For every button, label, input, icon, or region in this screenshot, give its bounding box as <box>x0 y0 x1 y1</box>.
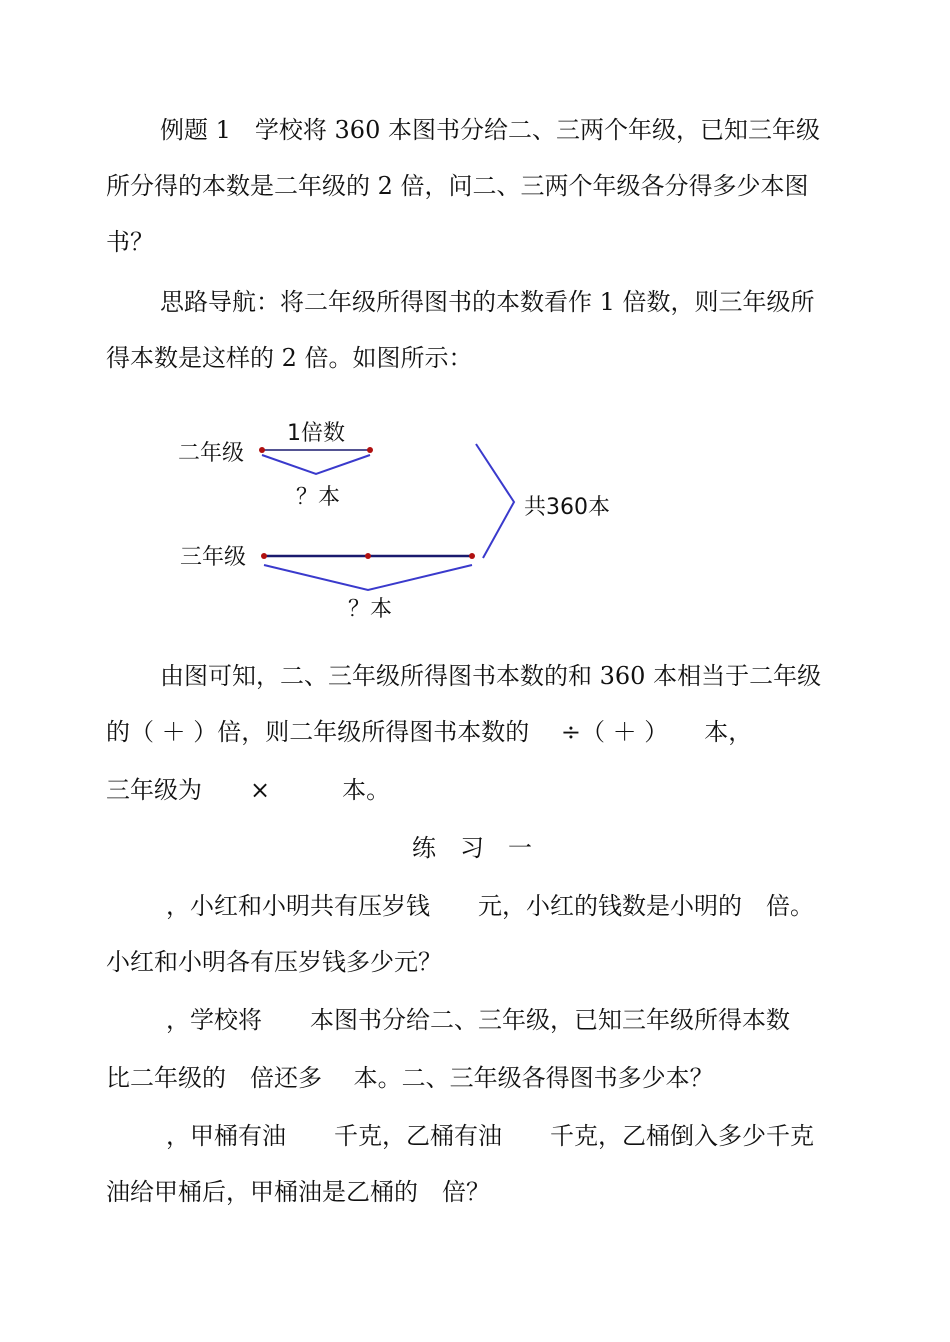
grade2-label: 二年级 <box>178 441 245 466</box>
grade3-dot-end <box>469 553 475 559</box>
exercise-2-line-2: 比二年级的 倍还多 本。二、三年级各得图书多少本？ <box>106 1064 714 1092</box>
grade3-label: 三年级 <box>180 545 247 570</box>
grade3-question-label: ？本 <box>348 597 393 622</box>
example-line-1: 例题 1 学校将 360 本图书分给二、三两个年级，已知三年级 <box>160 116 820 144</box>
exercise-3-line-2: 油给甲桶后，甲桶油是乙桶的 倍？ <box>106 1178 490 1206</box>
exercise-2-line-1: ，学校将 本图书分给二、三年级，已知三年级所得本数 <box>166 1006 790 1034</box>
explanation-line-2: 的（ ＋ ）倍，则二年级所得图书本数的 ÷（ ＋ ） 本， <box>106 718 753 746</box>
grade2-question-label: ？本 <box>296 485 341 510</box>
total-brace <box>476 444 514 558</box>
grade2-brace <box>262 455 370 474</box>
one-times-label: 1倍数 <box>287 421 345 446</box>
total-label: 共360本 <box>524 495 610 520</box>
grade2-dot-start <box>259 447 265 453</box>
grade3-brace <box>264 565 472 590</box>
example-line-2: 所分得的本数是二年级的 2 倍，问二、三两个年级各分得多少本图 <box>106 172 809 200</box>
exercise-1-line-1: ，小红和小明共有压岁钱 元，小红的钱数是小明的 倍。 <box>166 892 814 920</box>
explanation-line-1: 由图可知，二、三年级所得图书本数的和 360 本相当于二年级 <box>160 662 822 690</box>
exercise-1-line-2: 小红和小明各有压岁钱多少元？ <box>106 948 442 976</box>
explanation-line-3: 三年级为 × 本。 <box>106 776 391 804</box>
exercise-title: 练 习 一 <box>412 834 532 862</box>
hint-line-1: 思路导航：将二年级所得图书的本数看作 1 倍数，则三年级所 <box>160 288 815 316</box>
hint-line-2: 得本数是这样的 2 倍。如图所示： <box>106 344 473 372</box>
exercise-3-line-1: ，甲桶有油 千克，乙桶有油 千克，乙桶倒入多少千克 <box>166 1122 814 1150</box>
grade3-dot-mid <box>365 553 371 559</box>
grade3-dot-start <box>261 553 267 559</box>
grade2-dot-end <box>367 447 373 453</box>
example-line-3: 书？ <box>106 228 154 256</box>
